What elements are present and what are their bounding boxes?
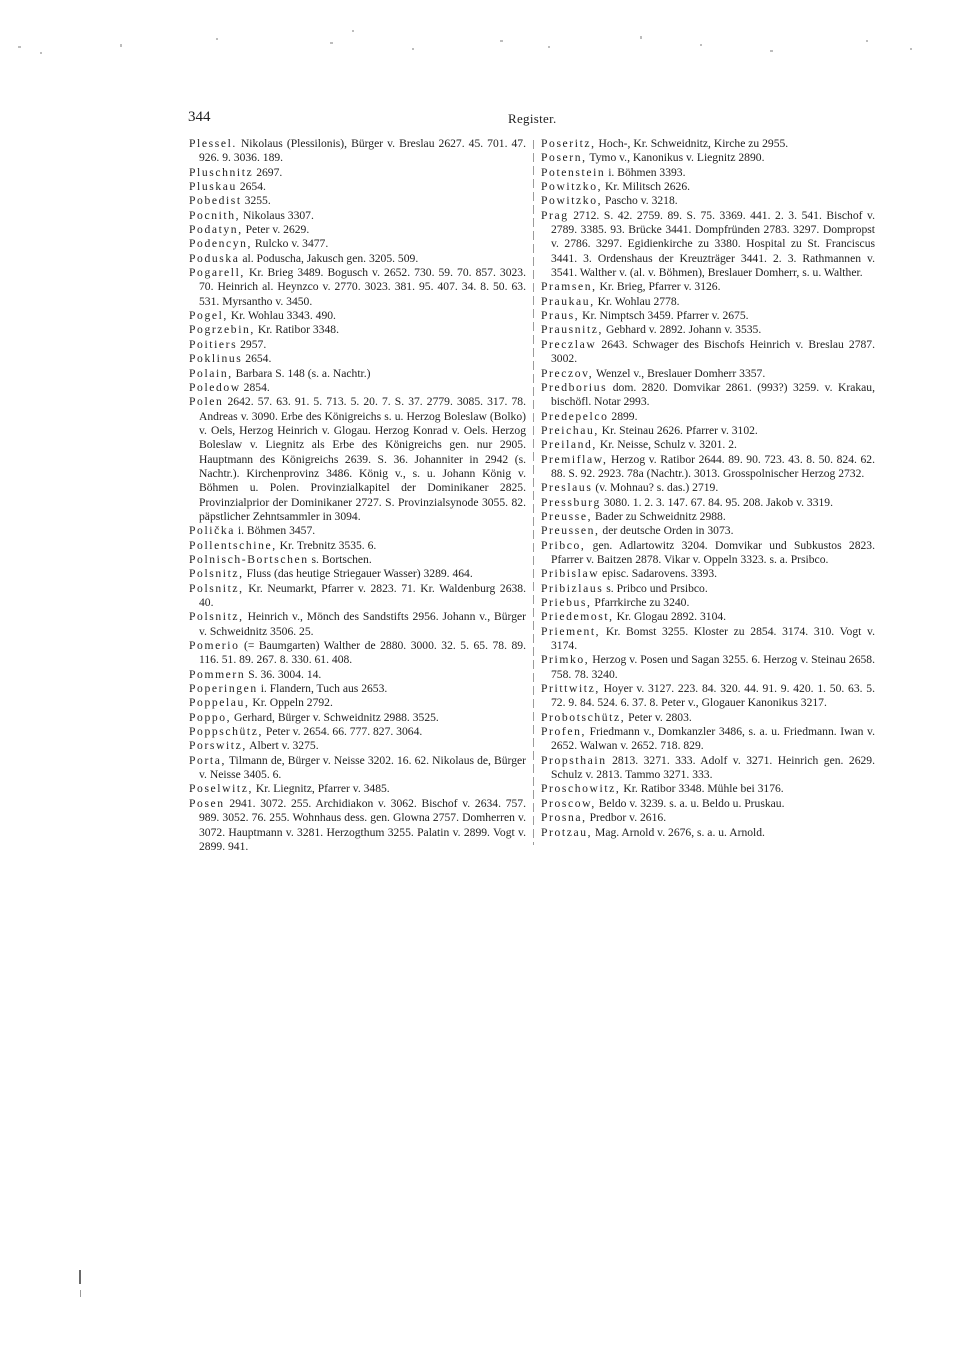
index-entry bbox=[189, 252, 526, 266]
index-entry bbox=[189, 696, 526, 710]
entry-headword: Poklinus bbox=[189, 352, 243, 366]
index-entry bbox=[541, 682, 875, 711]
index-entry bbox=[189, 567, 526, 581]
entry-headword: Poledow bbox=[189, 380, 241, 394]
index-entry bbox=[189, 237, 526, 251]
entry-references: Pfarrkirche zu 3240. bbox=[591, 596, 690, 609]
entry-headword: Pribizlaus bbox=[541, 581, 604, 595]
entry-headword: Pogarell, bbox=[189, 266, 245, 280]
entry-references: Kr. Trebnitz 3535. 6. bbox=[276, 538, 377, 552]
index-entry bbox=[541, 754, 875, 783]
entry-references: Gebhard v. 2892. Johann v. 3535. bbox=[603, 323, 762, 337]
entry-headword: Poppo, bbox=[189, 710, 232, 724]
entry-headword: Polsnitz, bbox=[189, 567, 244, 581]
entry-headword: Powitzko, bbox=[541, 180, 603, 194]
entry-headword: Preiland, bbox=[541, 438, 597, 452]
index-entry bbox=[189, 367, 526, 381]
entry-headword: Premiflaw, bbox=[541, 452, 608, 466]
index-entry bbox=[541, 782, 875, 796]
entry-headword: Propsthain bbox=[541, 753, 607, 767]
entry-references: Peter v. 2629. bbox=[242, 223, 310, 237]
entry-headword: Polnisch-Bortschen bbox=[189, 552, 309, 566]
entry-headword: Profen, bbox=[541, 725, 587, 739]
entry-references: Barbara S. 148 (s. a. Nachtr.) bbox=[232, 366, 371, 380]
column-divider bbox=[533, 140, 534, 845]
entry-references: Kr. Oppeln 2792. bbox=[249, 696, 333, 710]
index-entry bbox=[541, 180, 875, 194]
index-entry bbox=[541, 596, 875, 610]
entry-references: (v. Mohnau? s. das.) 2719. bbox=[592, 481, 719, 495]
entry-headword: Poduska bbox=[189, 251, 240, 265]
index-entry bbox=[189, 266, 526, 309]
margin-mark bbox=[80, 1290, 81, 1297]
index-entry bbox=[189, 395, 526, 524]
entry-references: Tilmann de, Bürger v. Neisse 3202. 16. 62. Nikolaus de, Bürger v. Neisse 3405. 6. bbox=[199, 753, 526, 782]
entry-references: i. Böhmen 3393. bbox=[605, 165, 686, 179]
index-entry bbox=[541, 567, 875, 581]
entry-references: Kr. Glogau 2892. 3104. bbox=[613, 610, 727, 624]
entry-references: Kr. Ratibor 3348. Mühle bei 3176. bbox=[620, 782, 784, 796]
entry-references: Mag. Arnold v. 2676, s. a. u. Arnold. bbox=[592, 825, 765, 839]
index-entry bbox=[541, 826, 875, 840]
entry-references: 3080. 1. 2. 3. 147. 67. 84. 95. 208. Jakob v. 3319. bbox=[600, 495, 834, 509]
index-entry bbox=[541, 811, 875, 825]
index-entry bbox=[189, 381, 526, 395]
entry-headword: Predepelco bbox=[541, 409, 609, 423]
index-entry bbox=[541, 510, 875, 524]
entry-headword: Powitzko, bbox=[541, 194, 603, 208]
index-entry bbox=[189, 309, 526, 323]
index-entry bbox=[189, 610, 526, 639]
index-column-left bbox=[189, 137, 526, 854]
entry-references: Nikolaus 3307. bbox=[240, 208, 314, 222]
index-entry bbox=[189, 166, 526, 180]
entry-headword: Pogel, bbox=[189, 309, 228, 323]
index-entry bbox=[189, 797, 526, 854]
entry-references: Wenzel v., Breslauer Domherr 3357. bbox=[593, 366, 766, 380]
entry-references: Bader zu Schweidnitz 2988. bbox=[592, 509, 726, 523]
page-number: 344 bbox=[188, 109, 211, 125]
entry-headword: Plessel. bbox=[189, 137, 237, 150]
entry-references: Pascho v. 3218. bbox=[602, 194, 678, 208]
index-entry bbox=[189, 639, 526, 668]
entry-references: S. 36. 3004. 14. bbox=[245, 667, 322, 681]
index-entry bbox=[541, 309, 875, 323]
index-entry bbox=[541, 797, 875, 811]
index-entry bbox=[189, 524, 526, 538]
entry-headword: Praus, bbox=[541, 309, 580, 323]
entry-headword: Posern, bbox=[541, 151, 587, 165]
entry-references: Kr. Neumarkt, Pfarrer v. 2823. 71. Kr. Waldenburg 2638. 40. bbox=[199, 581, 526, 609]
entry-headword: Pluskau bbox=[189, 180, 237, 194]
entry-headword: Potenstein bbox=[541, 165, 606, 179]
entry-references: al. Poduscha, Jakusch gen. 3205. 509. bbox=[239, 251, 419, 265]
entry-references: Peter v. 2654. 66. 777. 827. 3064. bbox=[262, 725, 423, 739]
index-entry bbox=[189, 553, 526, 567]
entry-headword: Predborius bbox=[541, 380, 608, 394]
entry-references: Kr. Ratibor 3348. bbox=[254, 323, 339, 337]
entry-references: Tymo v., Kanonikus v. Liegnitz 2890. bbox=[586, 151, 765, 165]
entry-references: Peter v. 2803. bbox=[625, 710, 692, 724]
entry-references: der deutsche Orden in 3073. bbox=[599, 524, 734, 538]
index-entry bbox=[189, 539, 526, 553]
index-entry bbox=[541, 338, 875, 367]
entry-references: 2654. bbox=[236, 180, 266, 194]
index-entry bbox=[541, 453, 875, 482]
entry-references: Kr. Steinau 2626. Pfarrer v. 3102. bbox=[598, 423, 758, 437]
index-column-right bbox=[541, 137, 875, 840]
entry-headword: Preczlaw bbox=[541, 337, 597, 351]
entry-headword: Poperingen bbox=[189, 682, 258, 696]
entry-references: 2957. bbox=[237, 337, 267, 351]
entry-headword: Poseritz, bbox=[541, 137, 596, 150]
entry-references: Rulcko v. 3477. bbox=[252, 237, 329, 251]
entry-references: Nikolaus (Plessilonis), Bürger v. Breslau 2627. 45. 701. 47. 926. 9. 3036. 189. bbox=[199, 137, 526, 165]
entry-headword: Poppschütz, bbox=[189, 725, 263, 739]
entry-headword: Priement, bbox=[541, 624, 601, 638]
entry-headword: Pobedist bbox=[189, 194, 242, 208]
entry-references: Kr. Brieg 3489. Bogusch v. 2652. 730. 59. 70. 857. 3023. 70. Heinrich al. Heynzco v. 2770. 3023. 381. 95. 407. 34. 8. 50. 63. 531. Myrsantho v. 3450. bbox=[199, 266, 526, 308]
index-entry bbox=[189, 739, 526, 753]
index-entry bbox=[541, 295, 875, 309]
entry-headword: Prittwitz, bbox=[541, 682, 600, 696]
index-entry bbox=[189, 180, 526, 194]
running-head: Register. bbox=[508, 111, 557, 126]
index-entry bbox=[541, 725, 875, 754]
entry-references: episc. Sadarovens. 3393. bbox=[599, 567, 718, 581]
entry-headword: Podatyn, bbox=[189, 223, 243, 237]
entry-references: 2813. 3271. 333. Adolf v. 3271. Heinrich gen. 2629. Schulz v. 2813. Tammo 3271. 333. bbox=[551, 753, 875, 782]
margin-mark bbox=[79, 1270, 81, 1284]
entry-references: Hoyer v. 3127. 223. 84. 320. 44. 91. 9. 420. 1. 50. 63. 5. 72. 9. 84. 524. 6. 37. 8. Peter v., Glogauer Kanonikus 3217. bbox=[551, 682, 875, 710]
index-entry bbox=[541, 424, 875, 438]
index-entry bbox=[541, 367, 875, 381]
entry-headword: Preichau, bbox=[541, 423, 599, 437]
entry-references: Beldo v. 3239. s. a. u. Beldo u. Pruskau. bbox=[595, 796, 785, 810]
entry-headword: Pommern bbox=[189, 667, 246, 681]
entry-references: Kr. Militsch 2626. bbox=[602, 180, 691, 194]
index-entry bbox=[541, 410, 875, 424]
entry-references: (= Baumgarten) Walther de 2880. 3000. 32. 5. 65. 78. 89. 116. 51. 89. 267. 8. 330. 61. 408. bbox=[199, 639, 526, 667]
index-entry bbox=[541, 137, 875, 151]
entry-headword: Prag bbox=[541, 208, 569, 222]
index-entry bbox=[189, 582, 526, 611]
entry-references: s. Pribco und Prsibco. bbox=[603, 581, 708, 595]
entry-references: Kr. Nimptsch 3459. Pfarrer v. 2675. bbox=[579, 309, 749, 323]
index-entry bbox=[541, 524, 875, 538]
entry-references: Kr. Neisse, Schulz v. 3201. 2. bbox=[596, 438, 737, 452]
index-entry bbox=[189, 209, 526, 223]
entry-headword: Poppelau, bbox=[189, 696, 250, 710]
entry-references: gen. Adlartowitz 3204. Domvikar und Subkustos 2823. Pfarrer v. Baitzen 2878. Vikar v. Oppeln 3323. s. a. Prsibco. bbox=[551, 538, 875, 566]
entry-references: Fluss (das heutige Striegauer Wasser) 3289. 464. bbox=[243, 567, 473, 581]
index-entry bbox=[189, 223, 526, 237]
entry-references: Albert v. 3275. bbox=[246, 739, 319, 753]
entry-references: 3255. bbox=[241, 194, 271, 208]
entry-headword: Preussen, bbox=[541, 524, 600, 538]
entry-headword: Porta, bbox=[189, 753, 226, 767]
entry-headword: Pluschnitz bbox=[189, 165, 254, 179]
entry-headword: Preczov, bbox=[541, 366, 594, 380]
entry-headword: Praukau, bbox=[541, 294, 595, 308]
entry-headword: Polsnitz, bbox=[189, 610, 244, 624]
index-entry bbox=[189, 668, 526, 682]
entry-headword: Pocnith, bbox=[189, 208, 241, 222]
entry-headword: Poitiers bbox=[189, 337, 238, 351]
index-entry bbox=[541, 711, 875, 725]
entry-headword: Polička bbox=[189, 524, 235, 538]
index-entry bbox=[189, 782, 526, 796]
entry-references: 2697. bbox=[253, 165, 283, 179]
entry-references: Kr. Bomst 3255. Kloster zu 2854. 3174. 310. Vogt v. 3174. bbox=[551, 624, 875, 653]
entry-headword: Preslaus bbox=[541, 481, 593, 495]
index-entry bbox=[541, 323, 875, 337]
entry-headword: Prosna, bbox=[541, 811, 587, 825]
entry-headword: Proscow, bbox=[541, 796, 596, 810]
entry-references: Heinrich v., Mönch des Sandstifts 2956. Johann v., Bürger v. Schweidnitz 3506. 25. bbox=[199, 610, 526, 638]
entry-headword: Polsnitz, bbox=[189, 581, 244, 595]
entry-references: Predbor v. 2616. bbox=[586, 811, 667, 825]
entry-headword: Protzau, bbox=[541, 825, 593, 839]
index-entry bbox=[541, 280, 875, 294]
entry-headword: Priedemost, bbox=[541, 610, 614, 624]
entry-headword: Polain, bbox=[189, 366, 233, 380]
index-entry bbox=[541, 539, 875, 568]
entry-headword: Porswitz, bbox=[189, 739, 247, 753]
entry-references: Gerhard, Bürger v. Schweidnitz 2988. 3525. bbox=[231, 710, 439, 724]
entry-headword: Priebus, bbox=[541, 596, 592, 609]
index-entry bbox=[189, 323, 526, 337]
entry-headword: Proschowitz, bbox=[541, 782, 621, 796]
index-entry bbox=[189, 338, 526, 352]
index-entry bbox=[189, 682, 526, 696]
index-entry bbox=[189, 711, 526, 725]
entry-references: 2712. S. 42. 2759. 89. S. 75. 3369. 441. 2. 3. 541. Bischof v. 2789. 3385. 93. Brücke 3441. Dompfründen 2783. 3297. Dompropst v. 2786. 3297. Egidienkirche zu 3380. Hospital zu St. Franciscus 3441. 3. Ordenshaus der Kreuzträger 3441. 2. 3. Rathmannen v. 3541. Walther v. (al. v. Böhmen), Breslauer Domherr, s. u. Walther. bbox=[551, 208, 875, 280]
entry-references: 2941. 3072. 255. Archidiakon v. 3062. Bischof v. 2634. 757. 989. 3052. 76. 255. Wohnhaus dess. gen. Glowna 2757. Domherren v. 3072. Hauptmann v. 3281. Herzogthum 3255. Palatin v. 2899. Vogt v. 2899. 941. bbox=[199, 796, 526, 853]
entry-headword: Prausnitz, bbox=[541, 323, 604, 337]
entry-references: i. Böhmen 3457. bbox=[234, 524, 316, 538]
entry-references: 2654. bbox=[242, 352, 272, 366]
entry-references: Kr. Wohlau 3343. 490. bbox=[227, 309, 336, 323]
entry-references: i. Flandern, Tuch aus 2653. bbox=[257, 682, 388, 696]
entry-references: 2899. bbox=[608, 409, 638, 423]
index-entry bbox=[541, 610, 875, 624]
entry-headword: Probotschütz, bbox=[541, 710, 626, 724]
index-entry bbox=[541, 381, 875, 410]
entry-references: s. Bortschen. bbox=[308, 552, 372, 566]
entry-references: Herzog v. Ratibor 2644. 89. 90. 723. 43. 8. 50. 824. 62. 88. S. 92. 2923. 78a (Nachtr.). 3013. Grosspolnischer Herzog 2732. bbox=[551, 452, 875, 480]
index-entry bbox=[189, 754, 526, 783]
entry-headword: Posen bbox=[189, 796, 225, 810]
index-entry bbox=[541, 481, 875, 495]
entry-references: Herzog v. Posen und Sagan 3255. 6. Herzog v. Steinau 2658. 758. 78. 3240. bbox=[551, 653, 875, 681]
entry-headword: Poselwitz, bbox=[189, 782, 253, 796]
index-entry bbox=[541, 438, 875, 452]
entry-references: 2643. Schwager des Bischofs Heinrich v. Breslau 2787. 3002. bbox=[551, 337, 875, 366]
index-entry bbox=[541, 151, 875, 165]
index-entry bbox=[541, 209, 875, 281]
index-entry bbox=[541, 653, 875, 682]
index-entry bbox=[189, 137, 526, 166]
entry-references: Kr. Wohlau 2778. bbox=[594, 294, 680, 308]
entry-headword: Polen bbox=[189, 395, 224, 409]
entry-headword: Pressburg bbox=[541, 495, 601, 509]
index-entry bbox=[541, 166, 875, 180]
entry-headword: Pribco, bbox=[541, 538, 586, 552]
entry-references: 2854. bbox=[240, 380, 270, 394]
entry-headword: Pogrzebin, bbox=[189, 323, 255, 337]
entry-headword: Podencyn, bbox=[189, 237, 253, 251]
index-entry bbox=[541, 496, 875, 510]
index-entry bbox=[189, 194, 526, 208]
index-entry bbox=[541, 625, 875, 654]
entry-references: Kr. Brieg, Pfarrer v. 3126. bbox=[596, 280, 721, 294]
entry-headword: Preusse, bbox=[541, 509, 593, 523]
entry-references: dom. 2820. Domvikar 2861. (993?) 3259. v. Krakau, bischöfl. Notar 2993. bbox=[551, 380, 875, 409]
entry-references: Hoch-, Kr. Schweidnitz, Kirche zu 2955. bbox=[595, 137, 789, 150]
index-entry bbox=[189, 352, 526, 366]
index-entry bbox=[541, 582, 875, 596]
entry-headword: Pribislaw bbox=[541, 567, 600, 581]
entry-references: Kr. Liegnitz, Pfarrer v. 3485. bbox=[252, 782, 390, 796]
entry-references: 2642. 57. 63. 91. 5. 713. 5. 20. 7. S. 37. 2779. 3085. 317. 78. Andreas v. 3090. Erbe des Königreichs s. u. Herzog Boleslaw (Bolko) v. Oels, Herzog Heinrich v. Glogau. Herzog Konrad v. Oels. Herzog Boleslaw v. Liegnitz als Erbe des Königreichs gen. nur 2905. Hauptmann des Königreichs 2639. S. 36. Johanniter in 2942 (s. Nachtr.). Kirchenprovinz 3486. König v., s. u. Johann König v. Böhmen u. Polen. Provinzialkapitel der Dominikaner 2825. Provinzialprior der Dominikaner 2727. S. Provinzialsynode 3055. 82. päpstlicher Zehntsammler in 3094. bbox=[199, 395, 526, 523]
index-entry bbox=[541, 194, 875, 208]
entry-references: Friedmann v., Domkanzler 3486, s. a. u. Friedmann. Iwan v. 2652. Walwan v. 2652. 718. 829. bbox=[551, 725, 875, 753]
index-entry bbox=[189, 725, 526, 739]
entry-headword: Primko, bbox=[541, 653, 590, 667]
entry-headword: Pomerio bbox=[189, 639, 240, 653]
entry-headword: Pramsen, bbox=[541, 280, 597, 294]
entry-headword: Pollentschine, bbox=[189, 538, 277, 552]
